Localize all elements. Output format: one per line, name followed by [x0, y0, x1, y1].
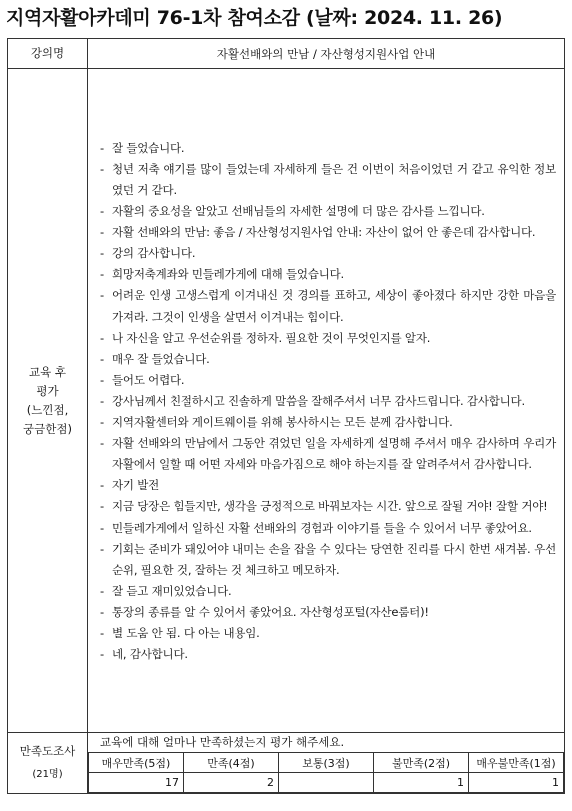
evaluation-content	[88, 69, 565, 733]
rating-value	[279, 773, 374, 793]
lecture-title: 자활선배와의 만남 / 자산형성지원사업 안내	[88, 39, 565, 69]
evaluation-item: - 매우 잘 들었습니다.	[98, 349, 556, 370]
satisfaction-table	[88, 752, 564, 793]
evaluation-item: - 네, 감사합니다.	[98, 644, 556, 665]
evaluation-item: - 잘 듣고 재미있었습니다.	[98, 581, 556, 602]
evaluation-item: - 통장의 종류를 알 수 있어서 좋았어요. 자산형성포털(자산e룸터)!	[98, 602, 556, 623]
evaluation-label-line: 교육 후	[29, 364, 66, 379]
evaluation-label-line: 궁금한점)	[23, 421, 72, 436]
satisfaction-row	[8, 733, 565, 794]
evaluation-item: - 강사님께서 친절하시고 진솔하게 말씀을 잘해주셔서 너무 감사드립니다. 감사합니다.	[98, 391, 556, 412]
evaluation-list	[88, 136, 564, 665]
satisfaction-value-row	[89, 773, 564, 793]
rating-value: 2	[184, 773, 279, 793]
rating-header: 보통(3점)	[279, 753, 374, 773]
rating-header: 불만족(2점)	[374, 753, 469, 773]
satisfaction-question: 교육에 대해 얼마나 만족하셨는지 평가 해주세요.	[100, 735, 345, 749]
evaluation-item: - 강의 감사합니다.	[98, 243, 556, 264]
evaluation-item: - 별 도움 안 됨. 다 아는 내용임.	[98, 623, 556, 644]
evaluation-item: - 지금 당장은 힘들지만, 생각을 긍정적으로 바꿔보자는 시간. 앞으로 잘될 거야! 잘할 거야!	[98, 496, 556, 517]
rating-header: 만족(4점)	[184, 753, 279, 773]
satisfaction-content	[88, 733, 565, 794]
evaluation-item: - 자기 발전	[98, 475, 556, 496]
evaluation-item: - 잘 들었습니다.	[98, 138, 556, 159]
satisfaction-label	[8, 733, 88, 794]
evaluation-item: - 자활 선배와의 만남: 좋음 / 자산형성지원사업 안내: 자산이 없어 안 좋은데 감사합니다.	[98, 222, 556, 243]
page-title: 지역자활아카데미 76-1차 참여소감 (날짜: 2024. 11. 26)	[6, 7, 503, 29]
rating-value: 1	[374, 773, 469, 793]
respondent-count: (21명)	[32, 769, 63, 780]
evaluation-item: - 민들레가게에서 일하신 자활 선배와의 경험과 이야기를 들을 수 있어서 너무 좋았어요.	[98, 518, 556, 539]
evaluation-label-line: 평가	[36, 383, 59, 398]
evaluation-item: - 자활 선배와의 만남에서 그동안 겪었던 일을 자세하게 설명해 주셔서 매우 감사하며 우리가 자활에서 일할 때 어떤 자세와 마음가짐으로 해야 하는지를 잘 알려주셔서 감사합니다.	[98, 433, 556, 475]
satisfaction-label-text: 만족도조사	[19, 744, 76, 758]
evaluation-row	[8, 69, 565, 733]
evaluation-item: - 어려운 인생 고생스럽게 이겨내신 것 경의를 표하고, 세상이 좋아졌다 하지만 강한 마음을 가져라. 그것이 인생을 살면서 이겨내는 힘이다.	[98, 285, 556, 327]
rating-value: 1	[469, 773, 564, 793]
survey-table	[7, 38, 565, 794]
rating-header: 매우만족(5점)	[89, 753, 184, 773]
rating-header: 매우불만족(1점)	[469, 753, 564, 773]
evaluation-label	[8, 69, 88, 733]
evaluation-item: - 지역자활센터와 게이트웨이를 위해 봉사하시는 모든 분께 감사합니다.	[98, 412, 556, 433]
lecture-label: 강의명	[8, 39, 88, 69]
evaluation-item: - 들어도 어렵다.	[98, 370, 556, 391]
evaluation-item: - 기회는 준비가 돼있어야 내미는 손을 잡을 수 있다는 당연한 진리를 다시 한번 새겨봄. 우선순위, 필요한 것, 잘하는 것 체크하고 메모하자.	[98, 539, 556, 581]
evaluation-item: - 청년 저축 얘기를 많이 들었는데 자세하게 들은 건 이번이 처음이었던 거 같고 유익한 정보였던 거 같다.	[98, 159, 556, 201]
rating-value: 17	[89, 773, 184, 793]
satisfaction-header-row	[89, 753, 564, 773]
evaluation-label-line: (느낀점,	[26, 402, 69, 417]
evaluation-item: - 희망저축계좌와 민들레가게에 대해 들었습니다.	[98, 264, 556, 285]
evaluation-item: - 나 자신을 알고 우선순위를 정하자. 필요한 것이 무엇인지를 알자.	[98, 328, 556, 349]
lecture-row	[8, 39, 565, 69]
evaluation-item: - 자활의 중요성을 알았고 선배님들의 자세한 설명에 더 많은 감사를 느낍니다.	[98, 201, 556, 222]
